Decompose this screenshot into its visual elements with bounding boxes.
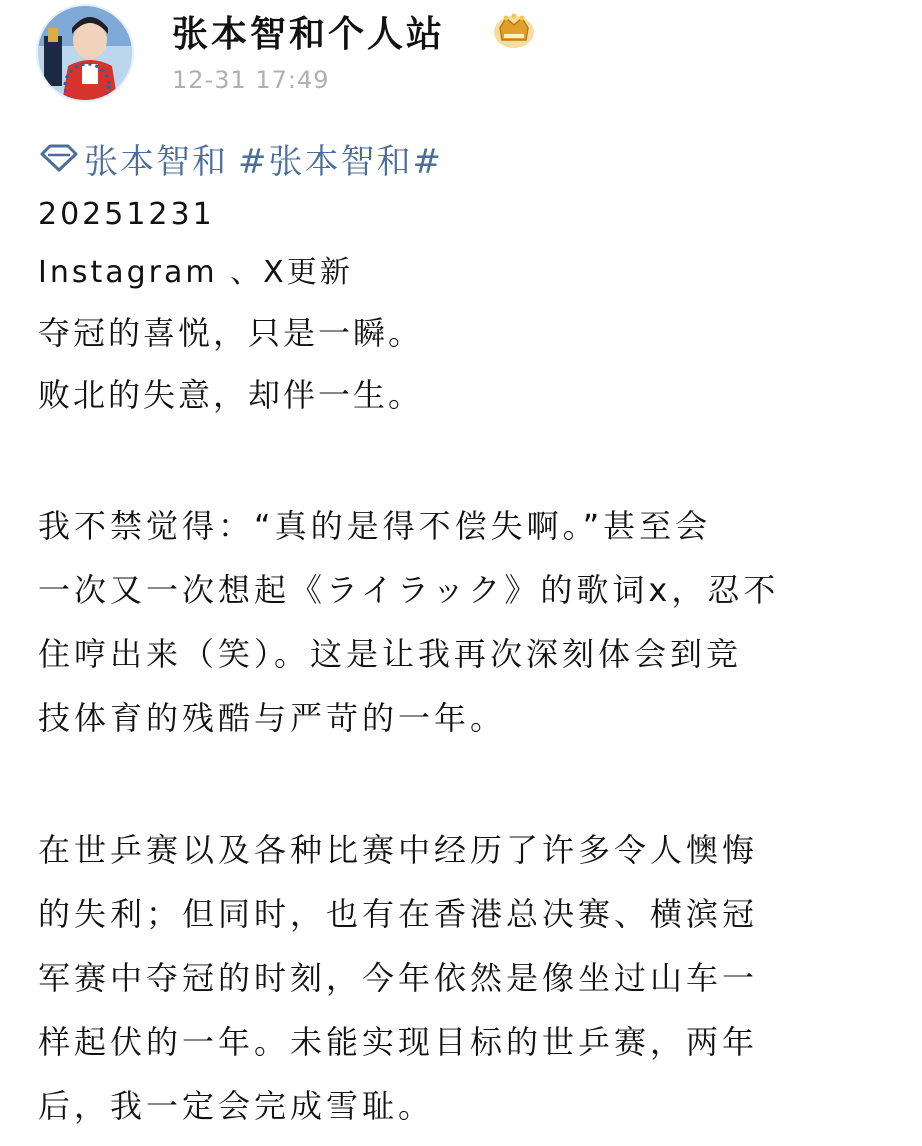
paragraph-2-line: 的失利；但同时，也有在香港总决赛、横滨冠 xyxy=(38,895,759,933)
paragraph-2-line: 在世乒赛以及各种比赛中经历了许多令人懊悔 xyxy=(38,831,759,869)
diamond-icon xyxy=(38,143,80,173)
intro-line: 败北的失意，却伴一生。 xyxy=(38,376,424,414)
paragraph-1-line: 住哼出来（笑）。这是让我再次深刻体会到竞 xyxy=(38,635,743,673)
avatar[interactable] xyxy=(36,4,134,102)
avatar-image xyxy=(38,6,134,102)
intro-line: 夺冠的喜悦，只是一瞬。 xyxy=(38,314,424,352)
crown-badge-icon xyxy=(492,10,536,50)
post-header xyxy=(36,4,896,104)
paragraph-1-line: 技体育的残酷与严苛的一年。 xyxy=(38,699,507,737)
paragraph-1-line: 一次又一次想起《ライラック》的歌词x，忍不 xyxy=(38,571,780,609)
paragraph-spacer xyxy=(38,426,888,494)
update-line: Instagram 、X更新 xyxy=(38,255,353,290)
paragraph-2-line: 样起伏的一年。未能实现目标的世乒赛，两年 xyxy=(38,1023,759,1061)
post-timestamp: 12-31 17:49 xyxy=(172,66,330,94)
author-name[interactable]: 张本智和个人站 xyxy=(172,14,446,55)
paragraph-2-line: 军赛中夺冠的时刻，今年依然是像坐过山车一 xyxy=(38,959,759,997)
hashtag-link[interactable]: #张本智和# xyxy=(238,141,443,182)
paragraph-2-line: 后，我一定会完成雪耻。 xyxy=(38,1087,435,1125)
post-body xyxy=(38,130,888,1138)
paragraph-1-line: 我不禁觉得：“真的是得不偿失啊。”甚至会 xyxy=(38,507,712,545)
paragraph-spacer xyxy=(38,750,888,818)
topic-row xyxy=(38,130,888,186)
topic-link[interactable]: 张本智和 xyxy=(84,141,228,182)
date-line: 20251231 xyxy=(38,197,215,232)
